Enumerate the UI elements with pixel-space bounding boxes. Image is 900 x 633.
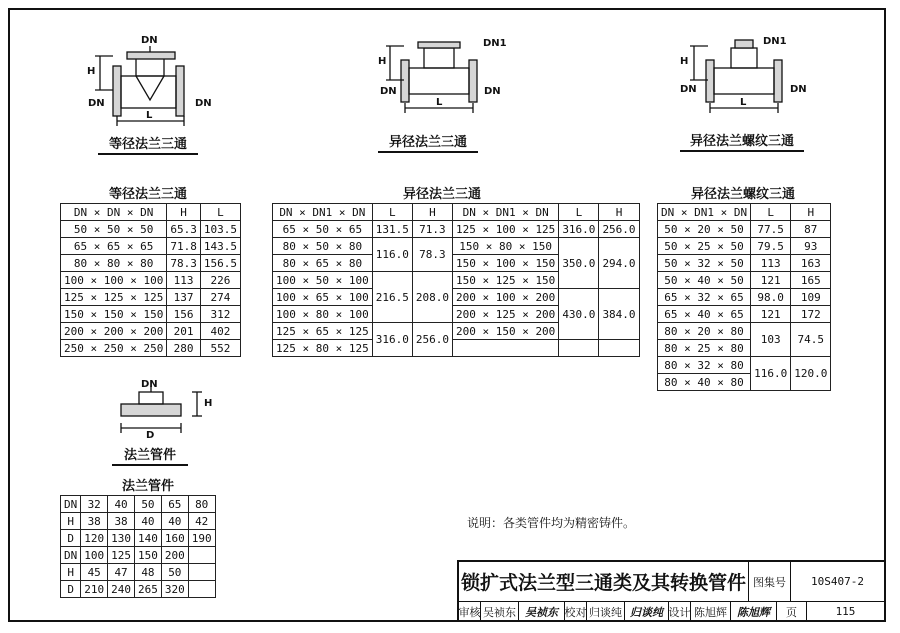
value-cell: 80 bbox=[188, 496, 215, 513]
h-cell: 137 bbox=[167, 289, 201, 306]
equal-tee-length-label: L bbox=[146, 110, 153, 121]
value-cell: 40 bbox=[135, 513, 162, 530]
table-row bbox=[61, 547, 216, 564]
empty-cell bbox=[188, 581, 215, 598]
empty-cell bbox=[188, 547, 215, 564]
size-cell: 50 × 25 × 50 bbox=[658, 238, 751, 255]
size-cell: 100 × 80 × 100 bbox=[273, 306, 373, 323]
h-cell: 280 bbox=[167, 340, 201, 357]
design-label: 设计 bbox=[669, 602, 691, 622]
threaded-tee-left-label: DN bbox=[680, 84, 697, 95]
value-cell: 42 bbox=[188, 513, 215, 530]
size-cell: 80 × 20 × 80 bbox=[658, 323, 751, 340]
size-cell: 80 × 40 × 80 bbox=[658, 374, 751, 391]
table-row bbox=[61, 221, 241, 238]
value-cell: 125 bbox=[108, 547, 135, 564]
size-cell: 65 × 32 × 65 bbox=[658, 289, 751, 306]
h-cell: 78.3 bbox=[167, 255, 201, 272]
l-cell: 103.5 bbox=[200, 221, 240, 238]
size-cell: 125 × 100 × 125 bbox=[452, 221, 558, 238]
l-cell: 143.5 bbox=[200, 238, 240, 255]
flange-pipe-table-title: 法兰管件 bbox=[121, 479, 174, 494]
value-cell: 150 bbox=[135, 547, 162, 564]
table-row bbox=[61, 306, 241, 323]
atlas-number: 10S407-2 bbox=[791, 562, 885, 602]
header-l: L bbox=[200, 204, 240, 221]
h-cell: 208.0 bbox=[412, 272, 452, 323]
size-cell: 150 × 125 × 150 bbox=[452, 272, 558, 289]
header-size-left: DN × DN1 × DN bbox=[273, 204, 373, 221]
note-text: 说明：各类管件均为精密铸件。 bbox=[467, 516, 636, 530]
value-cell: 320 bbox=[161, 581, 188, 598]
size-cell: 100 × 100 × 100 bbox=[61, 272, 167, 289]
reducing-tee-length-label: L bbox=[436, 97, 443, 108]
header-size: DN × DN1 × DN bbox=[658, 204, 751, 221]
value-cell: 120 bbox=[81, 530, 108, 547]
atlas-number-label: 图集号 bbox=[749, 562, 791, 602]
value-cell: 32 bbox=[81, 496, 108, 513]
value-cell: 40 bbox=[161, 513, 188, 530]
reducing-tee-right-label: DN bbox=[484, 86, 501, 97]
h-cell: 201 bbox=[167, 323, 201, 340]
row-label-cell: D bbox=[61, 581, 81, 598]
table-row bbox=[61, 581, 216, 598]
row-label-cell: DN bbox=[61, 547, 81, 564]
reviewer-signature: 吴祯东 bbox=[519, 602, 565, 622]
reducing-tee-height-label: H bbox=[378, 56, 387, 67]
page-label: 页 bbox=[777, 602, 807, 622]
value-cell: 45 bbox=[81, 564, 108, 581]
flange-pipe-table-body-1 bbox=[61, 496, 216, 547]
size-cell: 150 × 150 × 150 bbox=[61, 306, 167, 323]
size-cell: 125 × 65 × 125 bbox=[273, 323, 373, 340]
h-cell: 113 bbox=[167, 272, 201, 289]
l-cell: 79.5 bbox=[751, 238, 791, 255]
size-cell: 65 × 40 × 65 bbox=[658, 306, 751, 323]
equal-tee-right-label: DN bbox=[195, 98, 212, 109]
h-cell: 78.3 bbox=[412, 238, 452, 272]
l-cell: 552 bbox=[200, 340, 240, 357]
title-block bbox=[457, 560, 885, 622]
h-cell: 109 bbox=[791, 289, 831, 306]
h-cell: 120.0 bbox=[791, 357, 831, 391]
empty-cell bbox=[559, 340, 599, 357]
h-cell: 172 bbox=[791, 306, 831, 323]
h-cell: 65.3 bbox=[167, 221, 201, 238]
table-row bbox=[61, 530, 216, 547]
flange-pipe-caption: 法兰管件 bbox=[112, 444, 188, 466]
table-row bbox=[61, 289, 241, 306]
check-label: 校对 bbox=[565, 602, 587, 622]
flange-pipe-height-label: H bbox=[204, 398, 213, 409]
header-h: H bbox=[791, 204, 831, 221]
h-cell: 165 bbox=[791, 272, 831, 289]
value-cell: 47 bbox=[108, 564, 135, 581]
threaded-tee-length-label: L bbox=[740, 97, 747, 108]
reducing-tee-table-title: 异径法兰三通 bbox=[402, 187, 481, 202]
l-cell: 121 bbox=[751, 272, 791, 289]
table-row bbox=[61, 496, 216, 513]
threaded-tee-caption: 异径法兰螺纹三通 bbox=[680, 130, 804, 152]
size-cell: 80 × 80 × 80 bbox=[61, 255, 167, 272]
size-cell: 50 × 32 × 50 bbox=[658, 255, 751, 272]
equal-tee-table-title: 等径法兰三通 bbox=[108, 187, 187, 202]
header-size: DN × DN × DN bbox=[61, 204, 167, 221]
row-label-cell: DN bbox=[61, 496, 81, 513]
size-cell: 200 × 125 × 200 bbox=[452, 306, 558, 323]
size-cell: 80 × 50 × 80 bbox=[273, 238, 373, 255]
value-cell: 100 bbox=[81, 547, 108, 564]
threaded-tee-right-label: DN bbox=[790, 84, 807, 95]
flange-pipe-table bbox=[60, 495, 216, 598]
row-label-cell: H bbox=[61, 564, 81, 581]
size-cell: 80 × 65 × 80 bbox=[273, 255, 373, 272]
h-cell: 294.0 bbox=[599, 238, 639, 289]
l-cell: 316.0 bbox=[559, 221, 599, 238]
value-cell: 265 bbox=[135, 581, 162, 598]
checker-signature: 归谈纯 bbox=[625, 602, 669, 622]
table-row bbox=[61, 238, 241, 255]
flange-pipe-table-body-2 bbox=[61, 547, 216, 598]
equal-tee-caption: 等径法兰三通 bbox=[98, 133, 198, 155]
size-cell: 200 × 100 × 200 bbox=[452, 289, 558, 306]
threaded-tee-table-title: 异径法兰螺纹三通 bbox=[690, 187, 795, 202]
l-cell: 402 bbox=[200, 323, 240, 340]
empty-cell bbox=[188, 564, 215, 581]
value-cell: 190 bbox=[188, 530, 215, 547]
threaded-tee-top-label: DN1 bbox=[763, 36, 787, 47]
value-cell: 38 bbox=[81, 513, 108, 530]
l-cell: 77.5 bbox=[751, 221, 791, 238]
flange-pipe-top-label: DN bbox=[141, 379, 158, 390]
size-cell: 150 × 80 × 150 bbox=[452, 238, 558, 255]
l-cell: 316.0 bbox=[372, 323, 412, 357]
size-cell: 125 × 80 × 125 bbox=[273, 340, 373, 357]
l-cell: 156.5 bbox=[200, 255, 240, 272]
flange-pipe-diameter-label: D bbox=[146, 430, 155, 441]
value-cell: 50 bbox=[135, 496, 162, 513]
h-cell: 71.8 bbox=[167, 238, 201, 255]
h-cell: 156 bbox=[167, 306, 201, 323]
size-cell: 50 × 50 × 50 bbox=[61, 221, 167, 238]
empty-cell bbox=[452, 340, 558, 357]
l-cell: 131.5 bbox=[372, 221, 412, 238]
h-cell: 256.0 bbox=[412, 323, 452, 357]
header-l-right: L bbox=[559, 204, 599, 221]
equal-tee-table bbox=[60, 203, 241, 357]
reducing-tee-table bbox=[272, 203, 640, 357]
l-cell: 116.0 bbox=[372, 238, 412, 272]
h-cell: 163 bbox=[791, 255, 831, 272]
table-row bbox=[61, 513, 216, 530]
l-cell: 116.0 bbox=[751, 357, 791, 391]
table-row bbox=[61, 272, 241, 289]
h-cell: 93 bbox=[791, 238, 831, 255]
equal-tee-table-body bbox=[61, 221, 241, 357]
review-label: 审核 bbox=[459, 602, 481, 622]
reviewer-name: 吴祯东 bbox=[481, 602, 519, 622]
equal-tee-height-label: H bbox=[87, 66, 96, 77]
size-cell: 200 × 150 × 200 bbox=[452, 323, 558, 340]
value-cell: 38 bbox=[108, 513, 135, 530]
table-row bbox=[61, 323, 241, 340]
checker-name: 归谈纯 bbox=[587, 602, 625, 622]
header-h-right: H bbox=[599, 204, 639, 221]
l-cell: 274 bbox=[200, 289, 240, 306]
l-cell: 216.5 bbox=[372, 272, 412, 323]
header-size-right: DN × DN1 × DN bbox=[452, 204, 558, 221]
reducing-tee-caption: 异径法兰三通 bbox=[378, 131, 478, 153]
l-cell: 350.0 bbox=[559, 238, 599, 289]
size-cell: 80 × 25 × 80 bbox=[658, 340, 751, 357]
value-cell: 210 bbox=[81, 581, 108, 598]
header-h: H bbox=[167, 204, 201, 221]
size-cell: 50 × 40 × 50 bbox=[658, 272, 751, 289]
value-cell: 240 bbox=[108, 581, 135, 598]
value-cell: 40 bbox=[108, 496, 135, 513]
designer-name: 陈旭辉 bbox=[691, 602, 731, 622]
l-cell: 312 bbox=[200, 306, 240, 323]
value-cell: 65 bbox=[161, 496, 188, 513]
h-cell: 87 bbox=[791, 221, 831, 238]
threaded-tee-table bbox=[657, 203, 831, 391]
row-label-cell: D bbox=[61, 530, 81, 547]
l-cell: 98.0 bbox=[751, 289, 791, 306]
size-cell: 65 × 65 × 65 bbox=[61, 238, 167, 255]
header-l-left: L bbox=[372, 204, 412, 221]
page-number: 115 bbox=[807, 602, 885, 622]
value-cell: 130 bbox=[108, 530, 135, 547]
l-cell: 103 bbox=[751, 323, 791, 357]
l-cell: 113 bbox=[751, 255, 791, 272]
size-cell: 250 × 250 × 250 bbox=[61, 340, 167, 357]
size-cell: 50 × 20 × 50 bbox=[658, 221, 751, 238]
table-row bbox=[61, 340, 241, 357]
l-cell: 226 bbox=[200, 272, 240, 289]
value-cell: 48 bbox=[135, 564, 162, 581]
value-cell: 140 bbox=[135, 530, 162, 547]
l-cell: 430.0 bbox=[559, 289, 599, 340]
size-cell: 100 × 50 × 100 bbox=[273, 272, 373, 289]
equal-tee-left-label: DN bbox=[88, 98, 105, 109]
drawing-title: 锁扩式法兰型三通类及其转换管件 bbox=[459, 562, 749, 602]
empty-cell bbox=[599, 340, 639, 357]
equal-tee-top-label: DN bbox=[141, 35, 158, 46]
table-row bbox=[61, 564, 216, 581]
header-l: L bbox=[751, 204, 791, 221]
value-cell: 160 bbox=[161, 530, 188, 547]
size-cell: 100 × 65 × 100 bbox=[273, 289, 373, 306]
reducing-tee-top-label: DN1 bbox=[483, 38, 507, 49]
h-cell: 384.0 bbox=[599, 289, 639, 340]
size-cell: 150 × 100 × 150 bbox=[452, 255, 558, 272]
threaded-tee-height-label: H bbox=[680, 56, 689, 67]
h-cell: 71.3 bbox=[412, 221, 452, 238]
h-cell: 256.0 bbox=[599, 221, 639, 238]
value-cell: 50 bbox=[161, 564, 188, 581]
designer-signature: 陈旭辉 bbox=[731, 602, 777, 622]
size-cell: 80 × 32 × 80 bbox=[658, 357, 751, 374]
header-h-left: H bbox=[412, 204, 452, 221]
size-cell: 200 × 200 × 200 bbox=[61, 323, 167, 340]
l-cell: 121 bbox=[751, 306, 791, 323]
table-row bbox=[61, 255, 241, 272]
h-cell: 74.5 bbox=[791, 323, 831, 357]
size-cell: 65 × 50 × 65 bbox=[273, 221, 373, 238]
row-label-cell: H bbox=[61, 513, 81, 530]
size-cell: 125 × 125 × 125 bbox=[61, 289, 167, 306]
reducing-tee-left-label: DN bbox=[380, 86, 397, 97]
value-cell: 200 bbox=[161, 547, 188, 564]
